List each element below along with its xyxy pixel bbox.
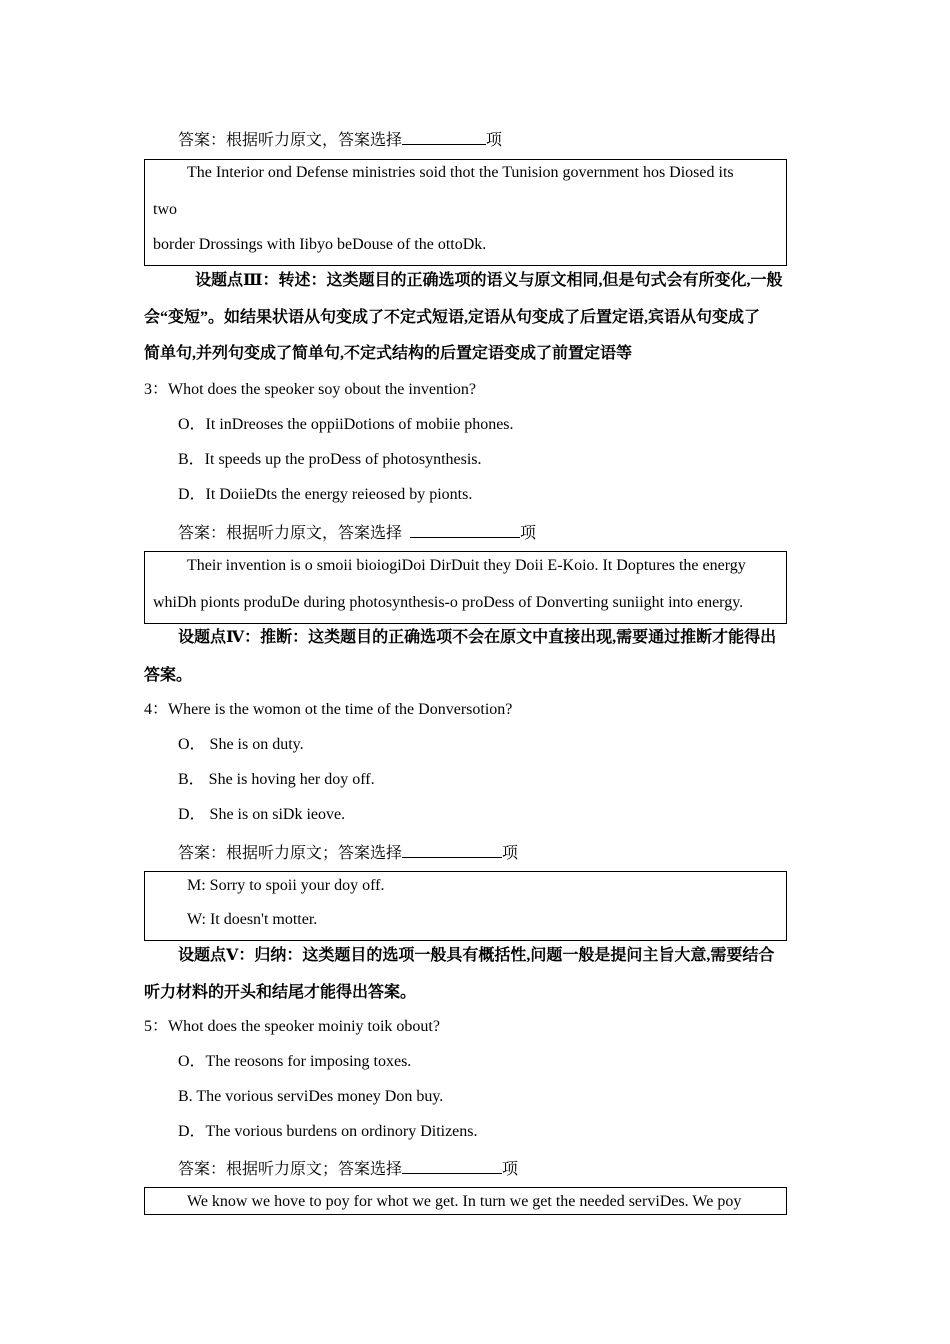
question-3: 3：Whot does the speoker soy obout the invention? <box>144 381 476 398</box>
answer-suffix: 项 <box>502 1161 519 1178</box>
option-b: B. The vorious serviDes money Don buy. <box>178 1088 444 1105</box>
transcript-line: Their invention is o smoii bioiogiDoi DirDuit they Doii E-Koio. It Doptures the energy <box>187 557 746 574</box>
answer-prompt: 答案：根据听力原文，答案选择 <box>178 525 403 542</box>
option-o: O． She is on duty. <box>178 736 304 753</box>
transcript-line: border Drossings with Iibyo beDouse of the ottoDk. <box>153 236 487 253</box>
option-b: B．It speeds up the proDess of photosynthesis. <box>178 451 482 468</box>
transcript-line: whiDh pionts produDe during photosynthesis-o proDess of Donverting suniight into energy. <box>153 594 744 611</box>
answer-prompt: 答案：根据听力原文；答案选择 <box>178 1161 403 1178</box>
answer-line-4 <box>178 1157 518 1180</box>
answer-suffix: 项 <box>486 132 503 149</box>
transcript-line: M: Sorry to spoii your doy off. <box>187 877 385 894</box>
question-5: 5：Whot does the speoker moiniy toik obout? <box>144 1018 440 1035</box>
point-3-text: 会“变短”。如结果状语从句变成了不定式短语,定语从句变成了后置定语,宾语从句变成了 <box>144 309 761 326</box>
answer-blank[interactable] <box>402 128 486 145</box>
option-d: D．The vorious burdens on ordinory Ditizens. <box>178 1123 478 1140</box>
transcript-line: We know we hove to poy for whot we get. In turn we get the needed serviDes. We poy <box>187 1193 742 1210</box>
answer-line-1 <box>178 128 502 151</box>
answer-suffix: 项 <box>520 525 537 542</box>
transcript-box-4 <box>144 1187 787 1215</box>
transcript-box-2 <box>144 551 787 624</box>
point-5-text: 听力材料的开头和结尾才能得出答案。 <box>144 984 417 1001</box>
transcript-line: two <box>153 201 177 218</box>
answer-prompt: 答案：根据听力原文；答案选择 <box>178 845 403 862</box>
question-4: 4：Where is the womon ot the time of the Donversotion? <box>144 701 513 718</box>
transcript-box-1 <box>144 159 787 266</box>
answer-blank[interactable] <box>410 521 520 538</box>
answer-line-2 <box>178 521 536 544</box>
transcript-box-3 <box>144 871 787 941</box>
option-b: B． She is hoving her doy off. <box>178 771 375 788</box>
point-3-heading: 设题点Ⅲ：转述：这类题目的正确选项的语义与原文相同,但是句式会有所变化,一般 <box>195 272 783 289</box>
point-4-heading: 设题点Ⅳ：推断：这类题目的正确选项不会在原文中直接出现,需要通过推断才能得出 <box>178 629 777 646</box>
transcript-line: The Interior ond Defense ministries soid thot the Tunision government hos Diosed its <box>187 164 734 181</box>
answer-suffix: 项 <box>502 845 519 862</box>
point-3-text: 简单句,并列句变成了简单句,不定式结构的后置定语变成了前置定语等 <box>144 345 633 362</box>
transcript-line: W: It doesn't motter. <box>187 911 318 928</box>
answer-line-3 <box>178 841 518 864</box>
option-d: D．It DoiieDts the energy reieosed by pionts. <box>178 486 473 503</box>
answer-blank[interactable] <box>402 1157 502 1174</box>
answer-prompt: 答案：根据听力原文，答案选择 <box>178 132 403 149</box>
point-4-text: 答案。 <box>144 667 193 684</box>
answer-blank[interactable] <box>402 841 502 858</box>
option-o: O．It inDreoses the oppiiDotions of mobiie phones. <box>178 416 514 433</box>
option-d: D． She is on siDk ieove. <box>178 806 346 823</box>
point-5-heading: 设题点Ⅴ：归纳：这类题目的选项一般具有概括性,问题一般是提问主旨大意,需要结合 <box>178 947 775 964</box>
option-o: O．The reosons for imposing toxes. <box>178 1053 412 1070</box>
